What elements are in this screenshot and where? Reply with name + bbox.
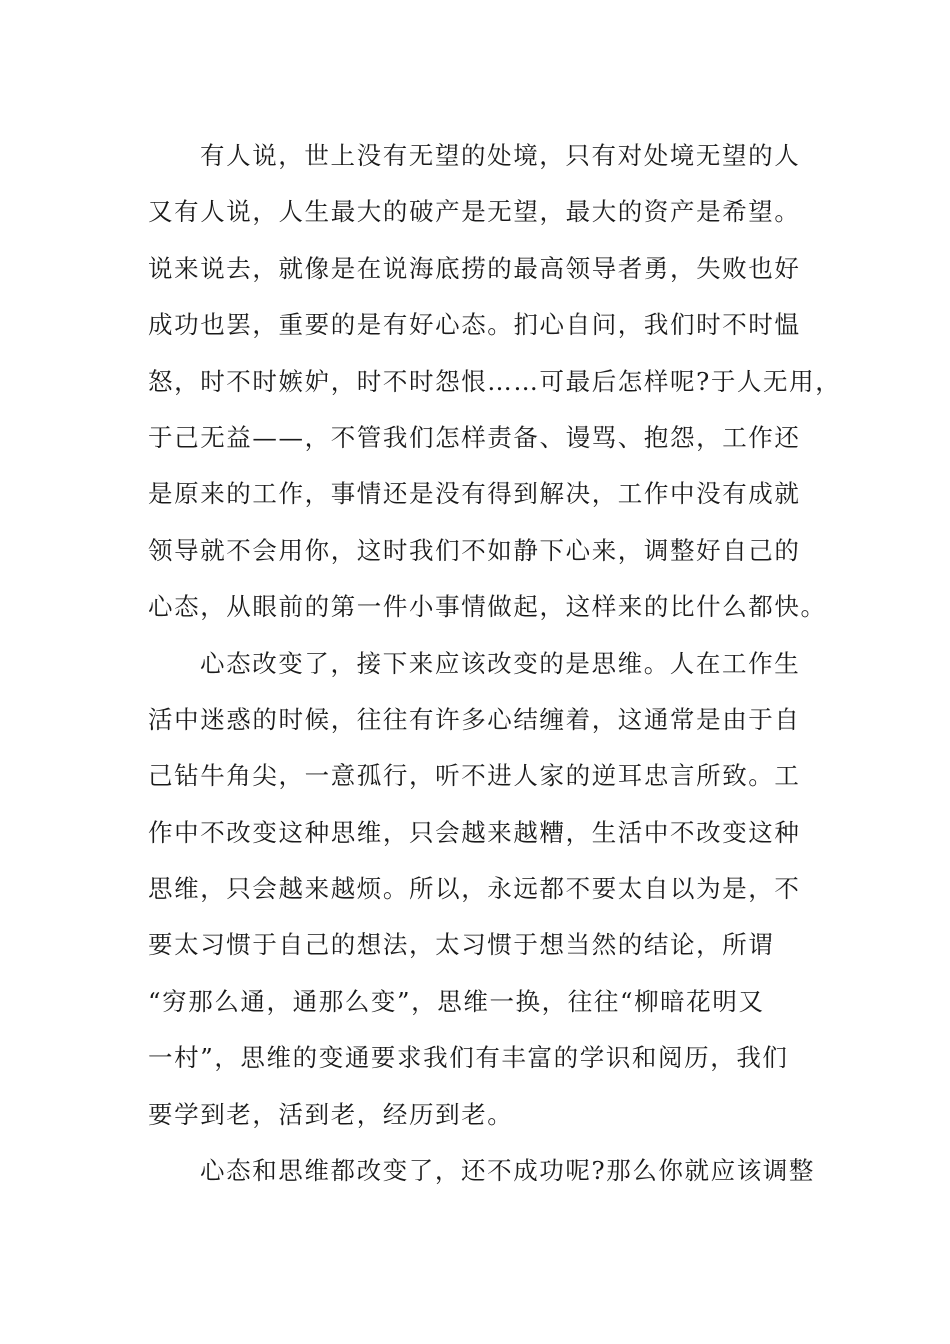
- text-line: 作中不改变这种思维，只会越来越糟，生活中不改变这种: [148, 817, 801, 847]
- body-text: [148, 128, 842, 1199]
- text-line: “穷那么通，通那么变”，思维一换，往往“柳暗花明又: [148, 986, 765, 1016]
- text-line: 领导就不会用你，这时我们不如静下心来，调整好自己的: [148, 535, 801, 565]
- text-line: 是原来的工作，事情还是没有得到解决，工作中没有成就: [148, 479, 801, 509]
- text-line: 怒，时不时嫉妒，时不时怨恨……可最后怎样呢?于人无用，: [148, 366, 842, 396]
- text-line: 要学到老，活到老，经历到老。: [148, 1099, 514, 1129]
- text-line: 己钻牛角尖，一意孤行，听不进人家的逆耳忠言所致。工: [148, 761, 801, 791]
- text-line: 于己无益——，不管我们怎样责备、谩骂、抱怨，工作还: [148, 422, 801, 452]
- text-line: 说来说去，就像是在说海底捞的最高领导者勇，失败也好: [148, 253, 801, 283]
- text-line: 心态改变了，接下来应该改变的是思维。人在工作生: [200, 648, 801, 678]
- text-line: 要太习惯于自己的想法，太习惯于想当然的结论，所谓: [148, 930, 775, 960]
- text-line: 有人说，世上没有无望的处境，只有对处境无望的人: [200, 141, 801, 170]
- text-line: 思维，只会越来越烦。所以，永远都不要太自以为是，不: [148, 874, 801, 904]
- text-line: 一村”，思维的变通要求我们有丰富的学识和阅历，我们: [148, 1043, 789, 1073]
- text-line: 心态和思维都改变了，还不成功呢?那么你就应该调整: [200, 1156, 816, 1186]
- text-line: 心态，从眼前的第一件小事情做起，这样来的比什么都快。: [148, 592, 827, 622]
- text-line: 活中迷惑的时候，往往有许多心结缠着，这通常是由于自: [148, 704, 801, 734]
- text-line: 成功也罢，重要的是有好心态。扪心自问，我们时不时愠: [148, 310, 801, 340]
- text-line: 又有人说，人生最大的破产是无望，最大的资产是希望。: [148, 197, 801, 227]
